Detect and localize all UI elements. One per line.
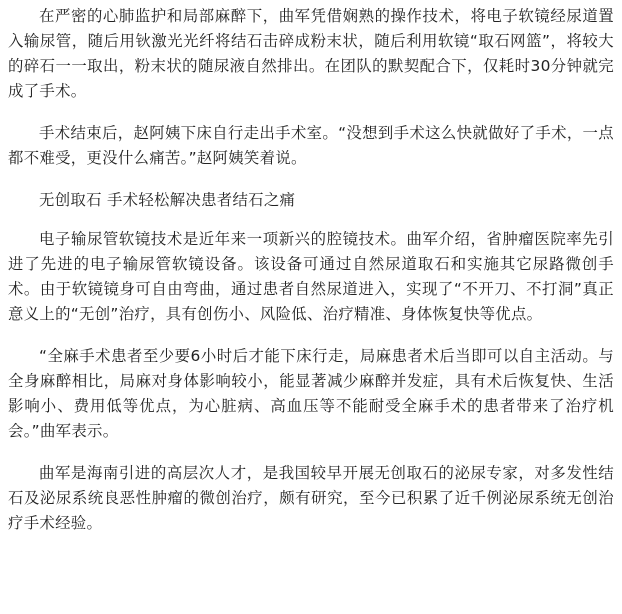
section-subheading: 无创取石 手术轻松解决患者结石之痛	[39, 191, 296, 209]
paragraph-patient-quote: 手术结束后，赵阿姨下床自行走出手术室。“没想到手术这么快就做好了手术，一点都不难受，更没什么痛苦。”赵阿姨笑着说。	[8, 124, 614, 167]
paragraph-doctor-quote: “全麻手术患者至少要6小时后才能下床行走，局麻患者术后当即可以自主活动。与全身麻醉相比，局麻对身体影响较小，能显著减少麻醉并发症，具有术后恢复快、生活影响小、费用低等优点，为心脏病、高血压等不能耐受全麻手术的患者带来了治疗机会。”曲军表示。	[8, 347, 614, 440]
paragraph-doctor-profile: 曲军是海南引进的高层次人才，是我国较早开展无创取石的泌尿专家，对多发性结石及泌尿系统良恶性肿瘤的微创治疗，颇有研究，至今已积累了近千例泌尿系统无创治疗手术经验。	[8, 464, 614, 532]
paragraph-surgery-procedure: 在严密的心肺监护和局部麻醉下，曲军凭借娴熟的操作技术，将电子软镜经尿道置入输尿管，随后用钬激光光纤将结石击碎成粉末状，随后利用软镜“取石网篮”，将较大的碎石一一取出，粉末状的随尿液自然排出。在团队的默契配合下，仅耗时30分钟就完成了手术。	[8, 7, 614, 100]
paragraph-technology-intro: 电子输尿管软镜技术是近年来一项新兴的腔镜技术。曲军介绍，省肿瘤医院率先引进了先进的电子输尿管软镜设备。该设备可通过自然尿道取石和实施其它尿路微创手术。由于软镜镜身可自由弯曲，通过患者自然尿道进入，实现了“不开刀、不打洞”真正意义上的“无创”治疗，具有创伤小、风险低、治疗精准、身体恢复快等优点。	[8, 230, 614, 323]
article-body	[8, 4, 614, 553]
